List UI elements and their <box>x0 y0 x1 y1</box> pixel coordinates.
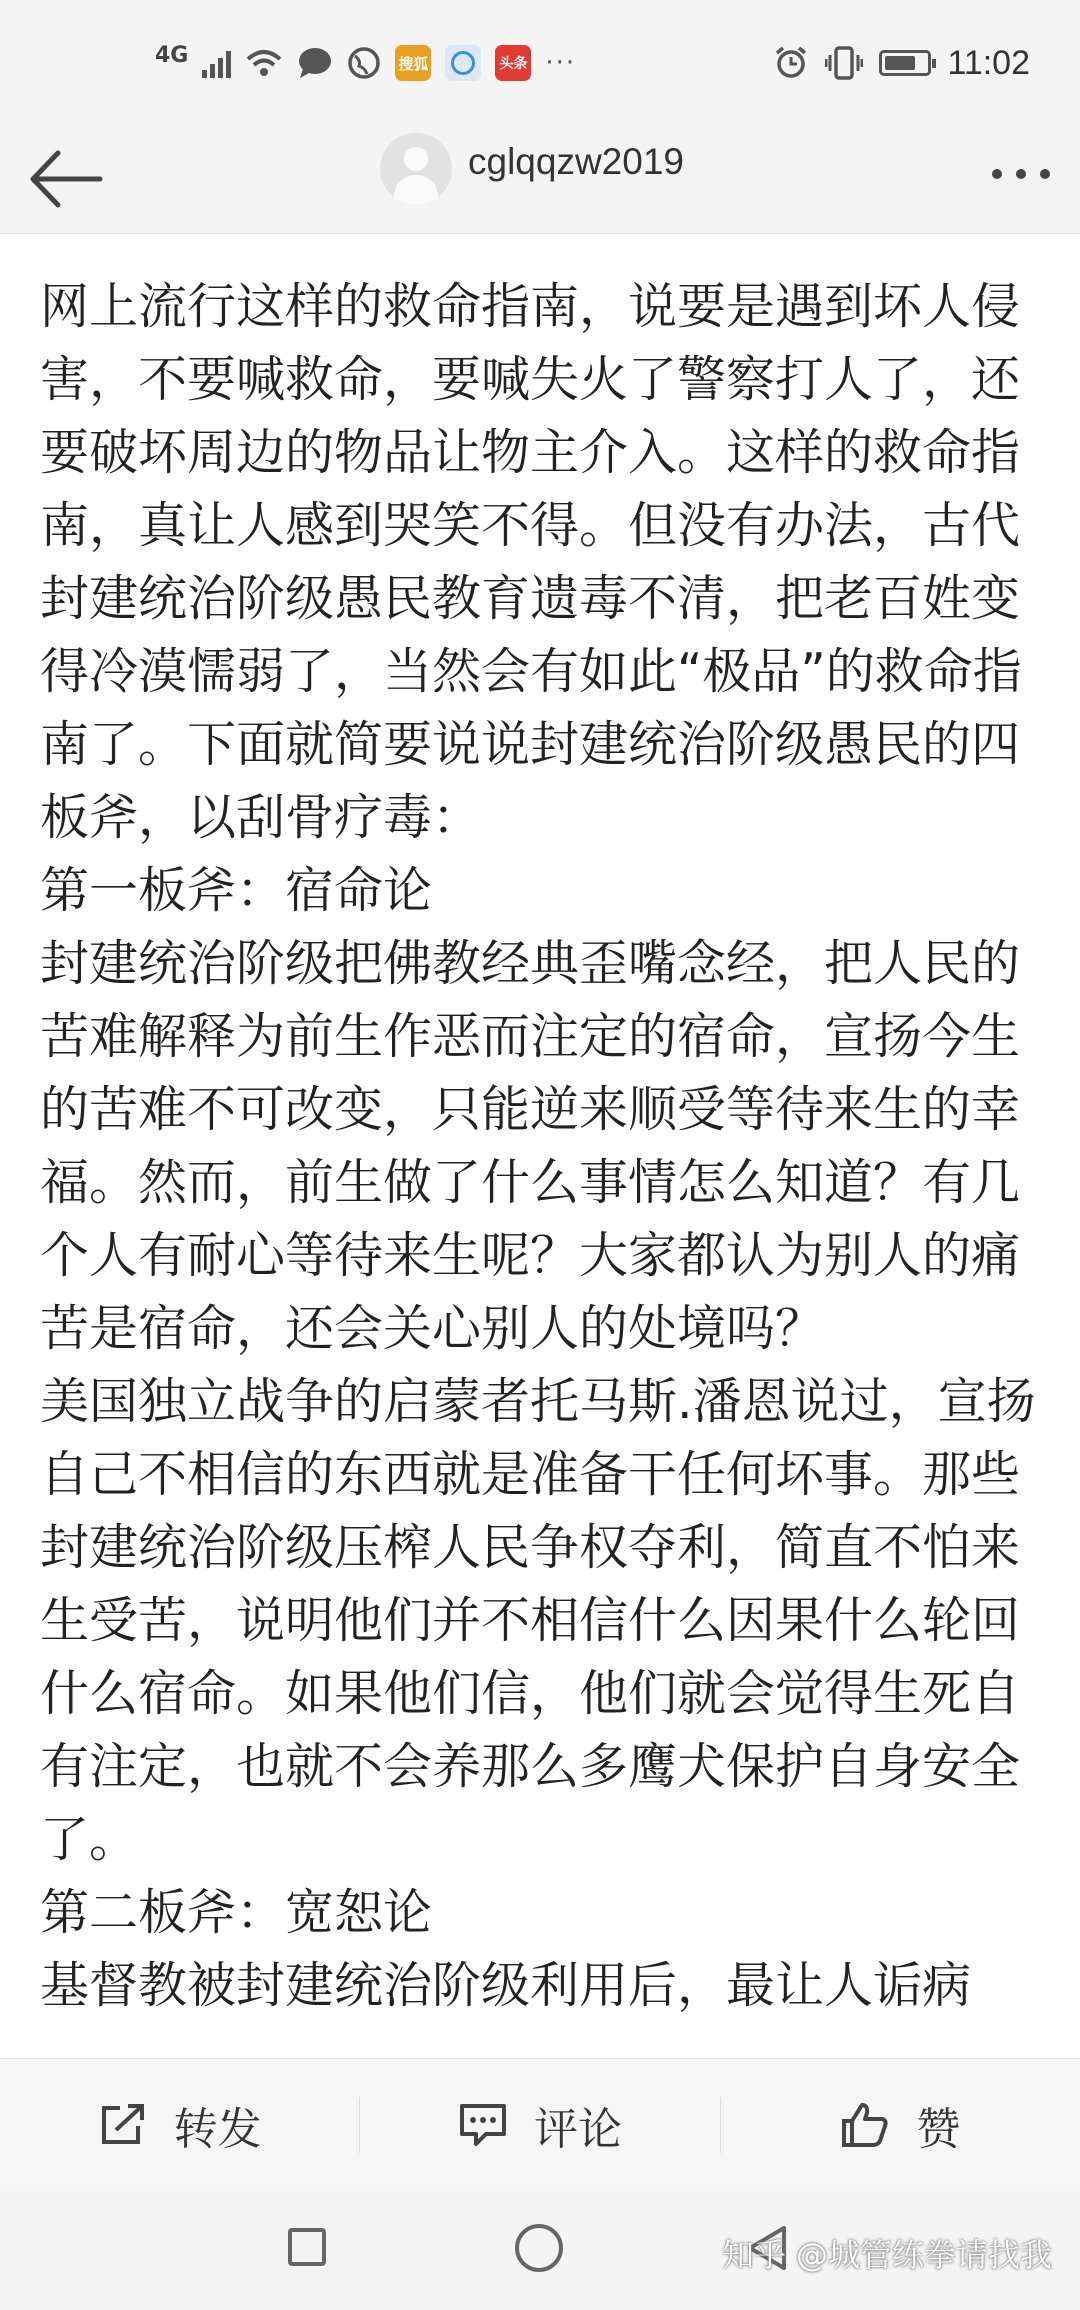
top-header <box>0 125 1080 234</box>
paragraph-paine: 美国独立战争的启蒙者托马斯.潘恩说过，宣扬自己不相信的东西就是准备干任何坏事。那些封建统治阶级压榨人民争权夺利，简直不怕来生受苦，说明他们并不相信什么因果什么轮回什么宿命。如果他们信，他们就会觉得生死自有注定，也就不会养那么多鹰犬保护自身安全了。 <box>40 1373 1036 1868</box>
chat-app-icon <box>445 45 481 81</box>
sohu-app-icon: 搜狐 <box>395 45 431 81</box>
thumbs-up-icon <box>840 2101 890 2149</box>
like-label: 赞 <box>916 2104 961 2155</box>
system-nav-bar <box>0 2190 1080 2310</box>
wifi-icon <box>245 48 283 78</box>
network-type: 4G <box>155 42 189 68</box>
paragraph-fatalism: 封建统治阶级把佛教经典歪嘴念经，把人民的苦难解释为前生作恶而注定的宿命，宣扬今生的苦难不可改变，只能逆来顺受等待来生的幸福。然而，前生做了什么事情怎么知道？有几个人有耐心等待来生呢？大家都认为别人的痛苦是宿命，还会关心别人的处境吗？ <box>40 935 1021 1357</box>
back-arrow-icon[interactable] <box>28 147 104 211</box>
post-action-bar <box>0 2058 1080 2191</box>
post-content <box>0 234 1080 2060</box>
forward-button[interactable] <box>0 2059 359 2191</box>
comment-button[interactable] <box>360 2059 719 2191</box>
message-icon <box>297 47 333 79</box>
like-button[interactable] <box>721 2059 1080 2191</box>
author-username[interactable]: cglqqzw2019 <box>468 141 684 182</box>
vibrate-icon <box>825 46 863 80</box>
status-bar <box>0 0 1080 125</box>
more-icon[interactable] <box>992 151 1050 197</box>
watermark: 知乎 @城管练拳请找我 <box>721 2236 1052 2274</box>
paragraph-intro: 网上流行这样的救命指南，说要是遇到坏人侵害，不要喊救命，要喊失火了警察打人了，还要破坏周边的物品让物主介入。这样的救命指南，真让人感到哭笑不得。但没有办法，古代封建统治阶级愚民教育遗毒不清，把老百姓变得冷漠懦弱了，当然会有如此“极品”的救命指南了。下面就简要说说封建统治阶级愚民的四板斧，以刮骨疗毒： <box>40 278 1022 846</box>
comment-icon <box>458 2102 508 2148</box>
signal-icon <box>202 48 231 78</box>
share-icon <box>98 2102 148 2148</box>
globe-icon <box>347 46 381 80</box>
status-right-icons <box>773 38 1030 88</box>
alarm-icon <box>773 45 809 81</box>
status-time: 11:02 <box>947 43 1030 82</box>
home-button-icon[interactable] <box>515 2224 563 2272</box>
paragraph-forgiveness: 基督教被封建统治阶级利用后，最让人诟病 <box>40 1957 972 2014</box>
recents-button-icon[interactable] <box>288 2228 326 2266</box>
comment-label: 评论 <box>533 2104 622 2155</box>
status-left-icons <box>155 38 576 88</box>
more-notifications: ··· <box>545 48 577 78</box>
post-body <box>40 270 1040 2022</box>
avatar[interactable] <box>380 133 452 205</box>
forward-label: 转发 <box>173 2104 262 2155</box>
battery-icon <box>879 50 931 76</box>
section-heading-2: 第二板斧：宽恕论 <box>40 1884 433 1941</box>
toutiao-app-icon: 头条 <box>495 45 531 81</box>
section-heading-1: 第一板斧：宿命论 <box>40 862 433 919</box>
